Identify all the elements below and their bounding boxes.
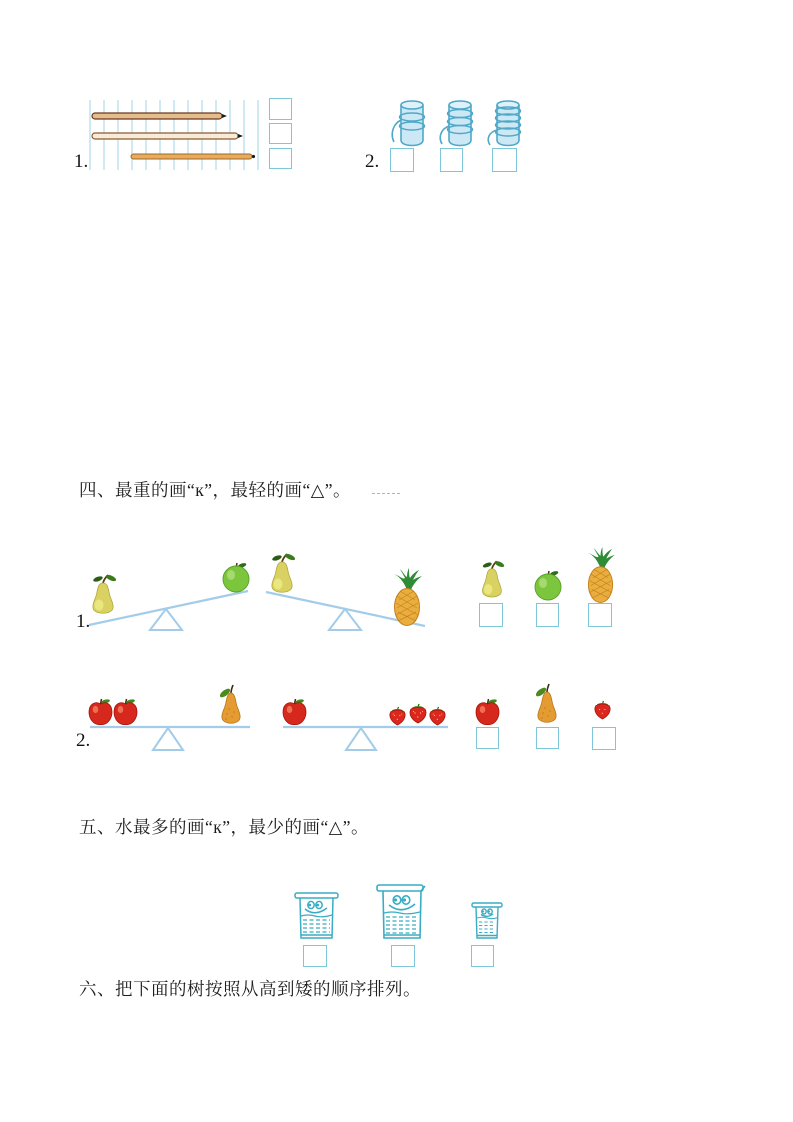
answer-box[interactable] [479,603,503,627]
row-number: 2. [76,730,91,751]
red-apple-icon [281,697,308,726]
answer-box[interactable] [592,727,616,750]
section-four-title: 四、最重的画“к”，最轻的画“△”。 [79,480,352,500]
answer-box[interactable] [269,148,292,169]
orange-pear-icon [216,684,244,727]
answer-box[interactable] [390,148,414,172]
strawberry-icon [427,706,448,726]
red-apple-icon [87,697,114,726]
seesaw-icon [283,724,449,752]
stick-icon [92,133,243,139]
seesaw-icon [88,724,252,752]
exercise-2-number: 2. [365,151,380,172]
answer-box[interactable] [269,123,292,144]
sticks-grid-figure [88,97,264,173]
strawberry-icon [592,700,613,720]
yellow-pear-icon [266,549,296,597]
orange-pear-icon [532,683,560,726]
water-cup-icon [294,891,339,941]
pineapple-icon [585,547,617,603]
answer-box[interactable] [536,727,559,749]
section-six-title: 六、把下面的树按照从高到矮的顺序排列。 [79,979,421,999]
answer-box[interactable] [588,603,612,627]
stick-icon [131,154,255,159]
answer-box[interactable] [476,727,499,749]
thread-spool-icon [437,96,481,152]
yellow-pear-icon [87,570,117,618]
red-apple-icon [112,697,139,726]
answer-box[interactable] [440,148,463,172]
green-apple-icon [219,561,253,593]
exercise-1-number: 1. [74,151,89,172]
stick-icon [92,113,227,119]
yellow-pear-icon [477,556,505,602]
strawberry-icon [387,706,408,726]
answer-box[interactable] [391,945,415,967]
section-five-title: 五、水最多的画“к”，最少的画“△”。 [79,817,370,837]
answer-box[interactable] [269,98,292,120]
answer-box[interactable] [492,148,517,172]
dashed-note-line [372,493,400,494]
thread-spool-icon [485,96,529,152]
thread-spool-icon [389,96,433,152]
water-cup-icon [471,901,503,941]
answer-box[interactable] [536,603,559,627]
answer-box[interactable] [303,945,327,967]
red-apple-icon [474,697,501,726]
green-apple-icon [531,569,565,601]
strawberry-icon [407,703,429,724]
water-cup-icon [376,883,428,941]
row-number: 1. [76,611,91,632]
answer-box[interactable] [471,945,494,967]
pineapple-icon [391,568,424,626]
